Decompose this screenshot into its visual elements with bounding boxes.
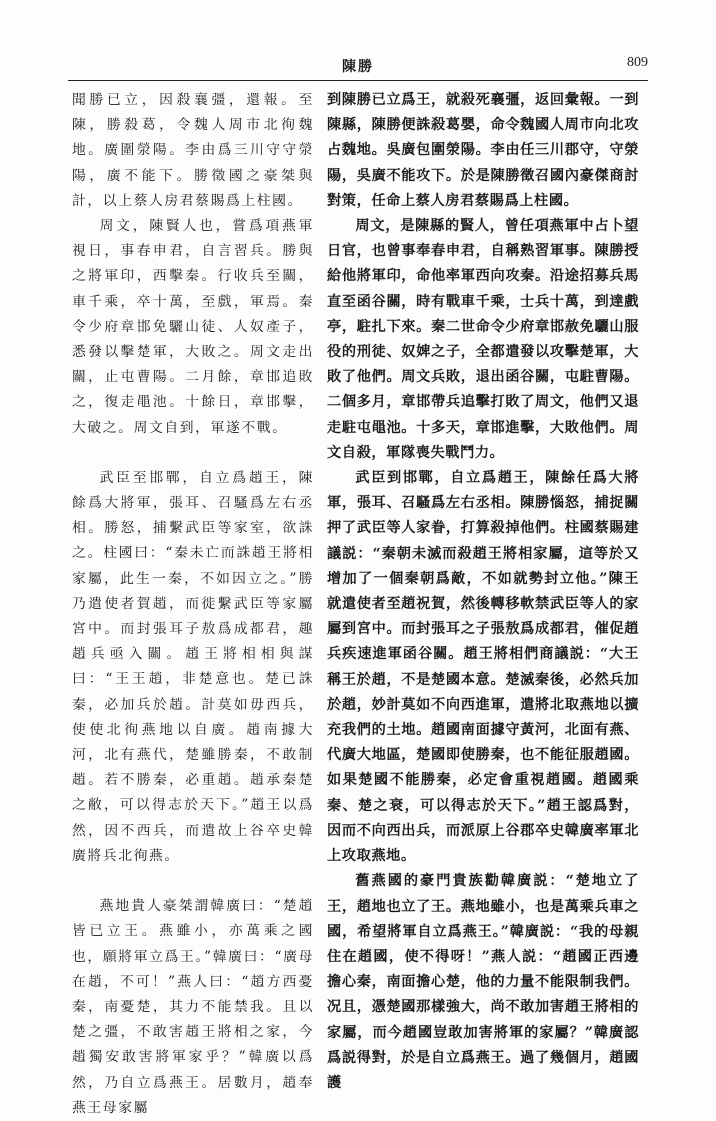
page-number: 809 — [627, 55, 648, 70]
page-header — [68, 52, 648, 76]
original-paragraph-1: 聞勝已立，因殺襄彊，還報。至陳，勝殺葛，令魏人周市北徇魏地。廣圍滎陽。李由爲三川守守滎陽，廣不能下。勝徵國之豪桀與計，以上蔡人房君蔡賜爲上柱國。 — [72, 92, 314, 209]
original-text-column — [72, 88, 314, 1121]
translation-paragraph-2: 周文，是陳縣的賢人，曾任項燕軍中占卜望日官，也曾事奉春申君，自稱熟習軍事。陳勝授給他將軍印，命他率軍西向攻秦。沿途招募兵馬直至函谷關，時有戰車千乘，士兵十萬，到達戲亭，駐扎下來。秦二世命令少府章邯赦免驪山服役的刑徒、奴婢之子，全都遣發以攻擊楚軍，大敗了他們。周文兵敗，退出函谷關，屯駐曹陽。二個多月，章邯帶兵追擊打敗了周文，他們又退走駐屯黽池。十多天，章邯進擊，大敗他們。周文自殺，軍隊喪失戰鬥力。 — [327, 218, 639, 461]
original-paragraph-3: 武臣至邯鄲，自立爲趙王，陳餘爲大將軍，張耳、召騷爲左右丞相。勝怒，捕繫武臣等家室，欲誅之。柱國曰：“秦未亡而誅趙王將相家屬，此生一秦，不如因立之。”勝乃遣使者賀趙，而徙繫武臣等家屬宮中。而封張耳子敖爲成都君，趣趙兵亟入關。趙王將相相與謀曰：“王王趙，非楚意也。楚已誅秦，必加兵於趙。計莫如毋西兵，使使北徇燕地以自廣。趙南據大河，北有燕代，楚雖勝秦，不敢制趙。若不勝秦，必重趙。趙承秦楚之敝，可以得志於天下。”趙王以爲然，因不西兵，而遣故上谷卒史韓廣將兵北徇燕。 — [72, 469, 314, 864]
translation-paragraph-1: 到陳勝已立爲王，就殺死襄彊，返回彙報。一到陳縣，陳勝便誅殺葛嬰，命令魏國人周市向北攻占魏地。吳廣包圍滎陽。李由任三川郡守，守滎陽，吳廣不能攻下。於是陳勝徵召國內豪傑商討對策，任命上蔡人房君蔡賜爲上柱國。 — [327, 92, 639, 209]
translation-column — [327, 88, 639, 1096]
running-title: 陳勝 — [342, 59, 374, 75]
translation-paragraph-3: 武臣到邯鄲，自立爲趙王，陳餘任爲大將軍，張耳、召騷爲左右丞相。陳勝惱怒，捕捉關押了武臣等人家眷，打算殺掉他們。柱國蔡賜建議説：“秦朝未滅而殺趙王將相家屬，這等於又增加了一個秦朝爲敵，不如就勢封立他。”陳王就遣使者至趙祝賀，然後轉移軟禁武臣等人的家屬到宮中。而封張耳之子張敖爲成都君，催促趙兵疾速進軍函谷關。趙王將相們商議説：“大王稱王於趙，不是楚國本意。楚滅秦後，必然兵加於趙，妙計莫如不向西進軍，遣將北取燕地以擴充我們的土地。趙國南面據守黃河，北面有燕、代廣大地區，楚國即使勝秦，也不能征服趙國。如果楚國不能勝秦，必定會重視趙國。趙國乘秦、楚之衰，可以得志於天下。”趙王認爲對，因而不向西出兵，而派原上谷郡卒史韓廣率軍北上攻取燕地。 — [327, 470, 639, 865]
original-paragraph-4: 燕地貴人豪桀謂韓廣曰：“楚趙皆已立王。燕雖小，亦萬乘之國也，願將軍立爲王。”韓廣曰：“廣母在趙，不可！”燕人曰：“趙方西憂秦，南憂楚，其力不能禁我。且以楚之彊，不敢害趙王將相之家，今趙獨安敢害將軍家乎？”韓廣以爲然，乃自立爲燕王。居數月，趙奉燕王母家屬 — [72, 898, 314, 1116]
header-rule — [68, 80, 648, 81]
paragraph-gap — [72, 441, 314, 466]
original-paragraph-2: 周文，陳賢人也，嘗爲項燕軍視日，事春申君，自言習兵。勝與之將軍印，西擊秦。行收兵至關，車千乘，卒十萬，至戲，軍焉。秦令少府章邯免驪山徒、人奴產子，悉發以擊楚軍，大敗之。周文走出關，止屯曹陽。二月餘，章邯追敗之，復走黽池。十餘日，章邯擊，大破之。周文自到，軍遂不戰。 — [72, 218, 314, 436]
translation-paragraph-4: 舊燕國的豪門貴族勸韓廣説：“楚地立了王，趙地也立了王。燕地雖小，也是萬乘兵車之國，希望將軍自立爲燕王。”韓廣説：“我的母親住在趙國，使不得呀！”燕人説：“趙國正西邊擔心秦，南面擔心楚，他的力量不能限制我們。况且，憑楚國那樣強大，尚不敢加害趙王將相的家屬，而今趙國豈敢加害將軍的家屬？”韓廣認爲説得對，於是自立爲燕王。過了幾個月，趙國護 — [327, 873, 639, 1091]
paragraph-gap — [72, 869, 314, 894]
